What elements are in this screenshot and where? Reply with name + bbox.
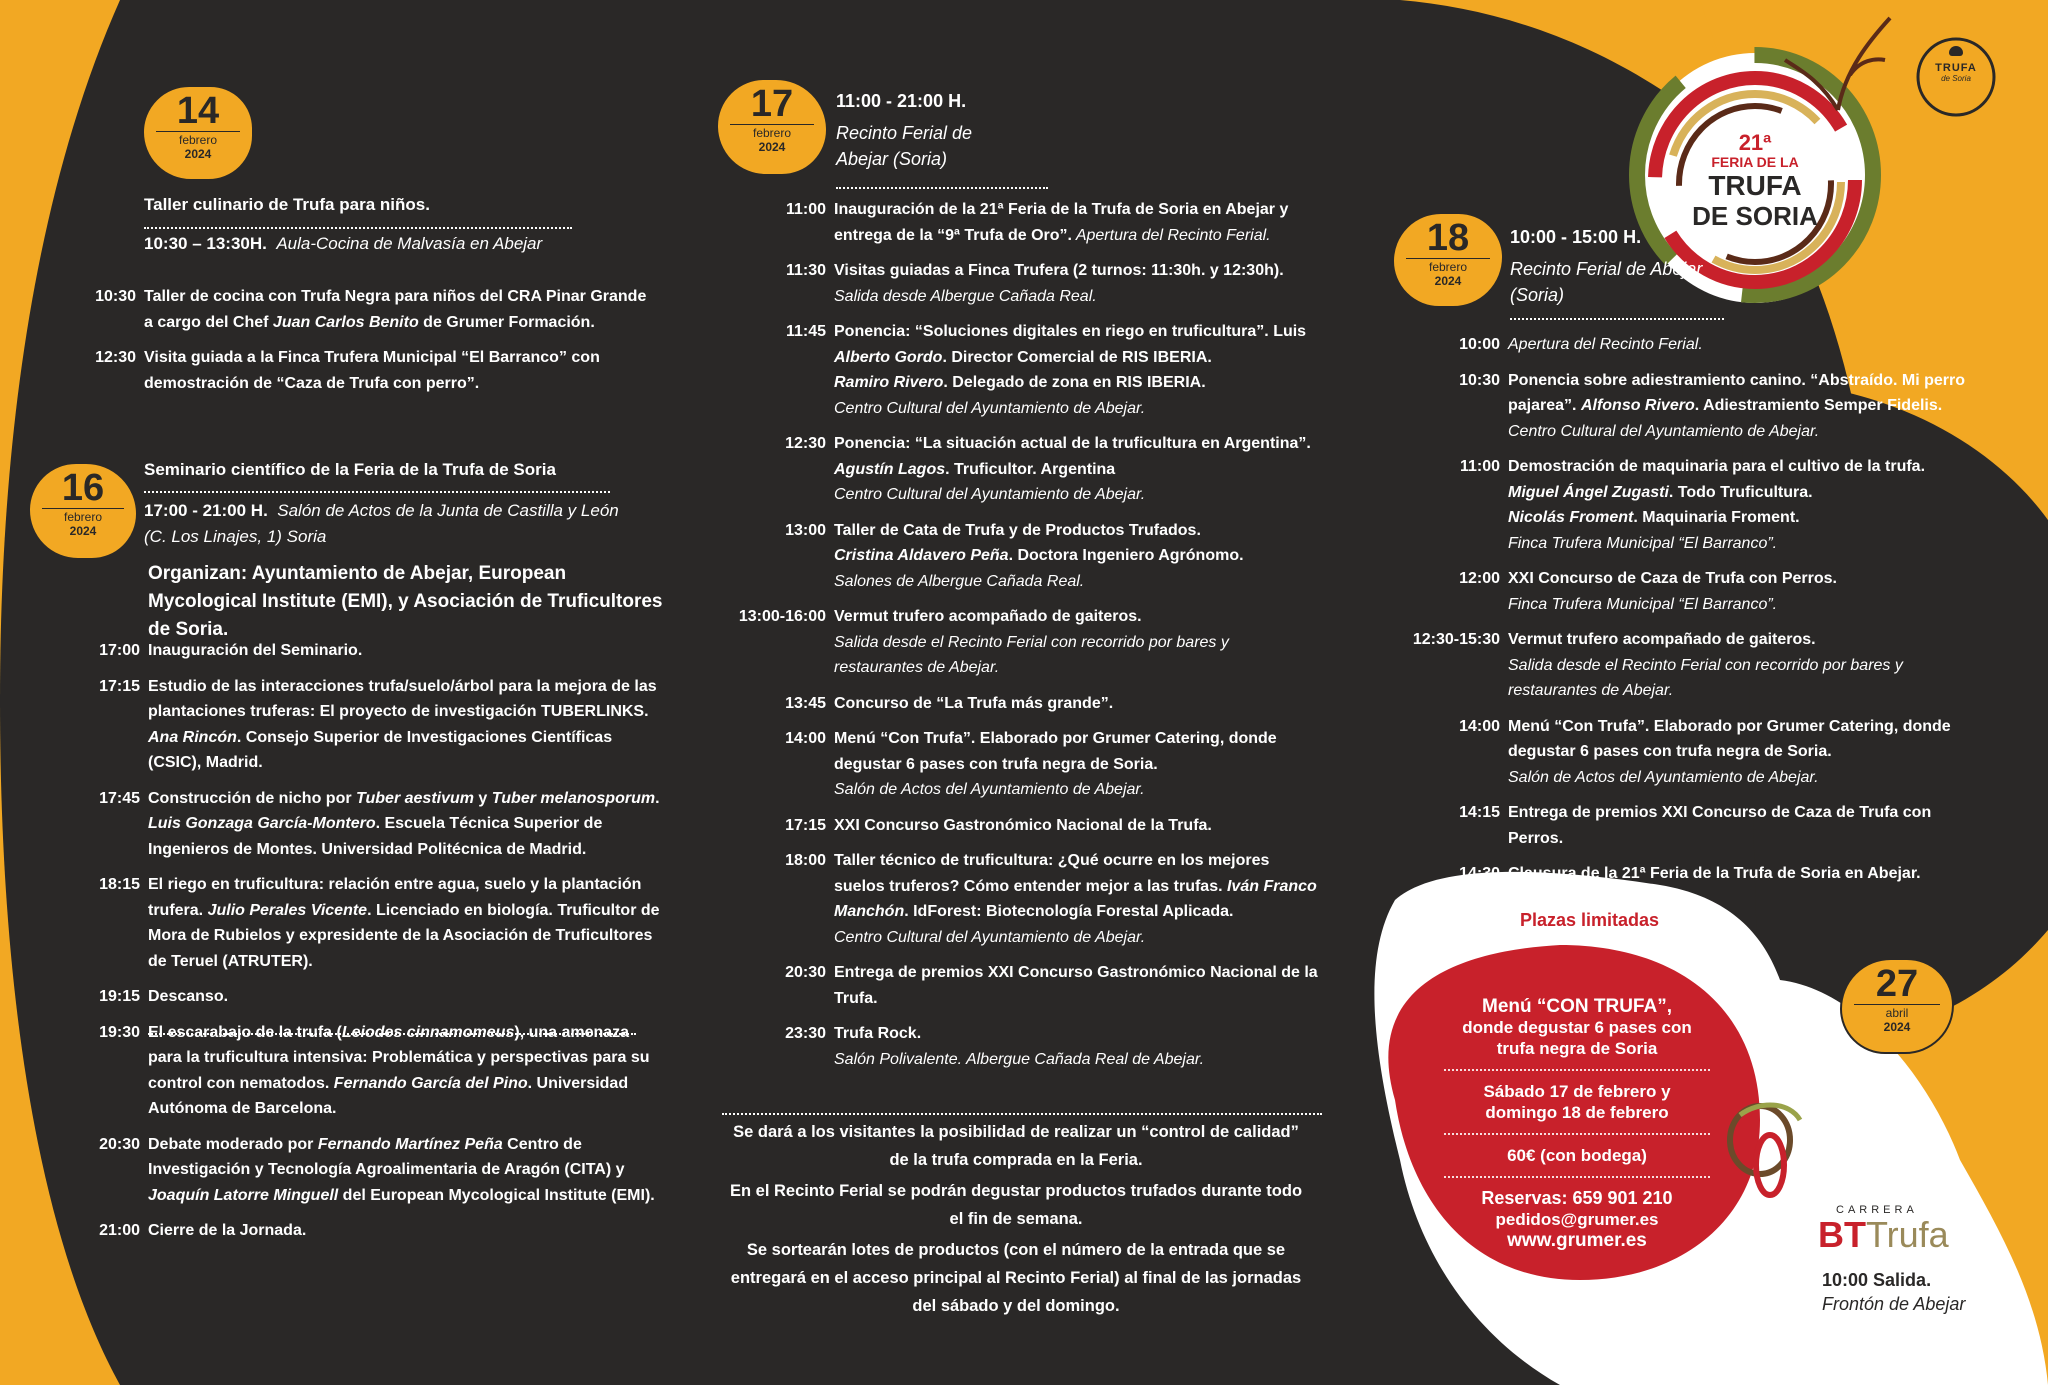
divider	[1444, 1069, 1710, 1071]
item-time: 14:00	[785, 730, 826, 747]
divider	[148, 1033, 636, 1035]
date-badge-17	[716, 78, 828, 176]
item-text: Ponencia: “La situación actual de la truficultura en Argentina”. Agustín Lagos. Truficultor. Argentina Centro Cultural del Ayuntamiento de Abejar.	[834, 435, 1311, 503]
day14-schedule	[84, 284, 664, 406]
badge-month: febrero	[42, 508, 124, 524]
item-time: 12:30	[785, 435, 826, 452]
item-time: 11:30	[785, 262, 826, 279]
schedule-item	[84, 1218, 664, 1244]
divider	[1444, 1176, 1710, 1178]
item-text: Trufa Rock. Salón Polivalente. Albergue Cañada Real de Abejar.	[834, 1025, 1205, 1068]
item-time: 13:00	[785, 521, 826, 539]
seal-sub: de Soria	[1941, 74, 1971, 83]
schedule-item	[1398, 566, 1988, 617]
item-text: Visita guiada a la Finca Trufera Municipal “El Barranco” con demostración de “Caza de Trufa con perro”.	[144, 349, 600, 392]
schedule-item	[84, 674, 664, 776]
item-text: Debate moderado por Fernando Martínez Peña Centro de Investigación y Tecnología Agroalimentaria de Aragón (CITA) y Joaquín Latorre Minguell del European Mycological Institute (EMI).	[148, 1135, 655, 1204]
item-text: Visitas guiadas a Finca Trufera (2 turnos: 11:30h. y 12:30h). Salida desde Albergue Cañada Real.	[834, 262, 1284, 305]
day17-time: 11:00 - 21:00 H.	[836, 91, 967, 111]
schedule-item	[1398, 368, 1988, 445]
schedule-item	[1398, 800, 1988, 851]
item-text: Apertura del Recinto Ferial.	[1508, 336, 1703, 353]
item-text: Taller de cocina con Trufa Negra para niños del CRA Pinar Grande a cargo del Chef Juan Carlos Benito de Grumer Formación.	[144, 288, 647, 331]
note: Se dará a los visitantes la posibilidad de realizar un “control de calidad” de la trufa comprada en la Feria.	[733, 1123, 1299, 1169]
badge-day: 18	[1426, 217, 1470, 259]
item-time: 11:45	[785, 323, 826, 340]
menu-price: 60€ (con bodega)	[1507, 1146, 1647, 1165]
seal-logo	[1925, 62, 1987, 83]
item-time: 17:15	[785, 816, 826, 834]
schedule-item	[84, 872, 664, 974]
item-text: Descanso.	[148, 988, 229, 1005]
date-badge-18	[1392, 212, 1504, 308]
schedule-item	[722, 319, 1322, 421]
schedule-item	[722, 691, 1322, 717]
item-time: 14:15	[1459, 804, 1500, 821]
day14-venue	[144, 234, 542, 254]
menu-web[interactable]: www.grumer.es	[1507, 1230, 1647, 1251]
item-text: Estudio de las interacciones trufa/suelo/árbol para la mejora de las plantaciones truferas: El proyecto de investigación TUBERLINKS. Ana Rincón. Consejo Superior de Investigaciones Científicas (CSIC), Madrid.	[148, 677, 657, 771]
badge-day: 27	[1875, 963, 1919, 1005]
day16-time: 17:00 - 21:00 H.	[144, 501, 268, 520]
item-time: 10:00	[1459, 336, 1500, 353]
divider	[144, 491, 610, 493]
item-text: Taller técnico de truficultura: ¿Qué ocurre en los mejores suelos truferos? Cómo entender mejor a las trufas. Iván Franco Manchón. IdForest: Biotecnología Forestal Aplicada. Centro Cultural del Ayuntamiento de Abejar.	[834, 852, 1317, 946]
schedule-item	[84, 284, 664, 335]
day17-schedule	[722, 197, 1322, 1082]
day18-time: 10:00 - 15:00 H.	[1510, 227, 1642, 247]
item-text: Construcción de nicho por Tuber aestivum y Tuber melanosporum. Luis Gonzaga García-Montero. Escuela Técnica Superior de Ingenieros de Montes. Universidad Politécnica de Madrid.	[148, 789, 660, 858]
race-place: Frontón de Abejar	[1822, 1294, 1966, 1314]
seal-word: TRUFA	[1935, 62, 1977, 74]
item-time: 19:15	[99, 988, 140, 1005]
item-time: 20:30	[785, 964, 826, 981]
item-time: 19:30	[99, 1023, 140, 1041]
schedule-item	[1398, 332, 1988, 358]
day17-place1: Recinto Ferial de	[836, 123, 973, 143]
schedule-item	[1398, 627, 1988, 704]
schedule-item	[722, 960, 1322, 1011]
item-text: Ponencia sobre adiestramiento canino. “Abstraído. Mi perro pajarea”. Alfonso Rivero. Adiestramiento Semper Fidelis. Centro Cultural del Ayuntamiento de Abejar.	[1508, 371, 1965, 440]
item-time: 10:30	[1459, 371, 1500, 389]
item-time: 17:45	[99, 789, 140, 807]
item-time: 20:30	[99, 1135, 140, 1153]
race-info	[1822, 1268, 1965, 1316]
item-text: Concurso de “La Trufa más grande”.	[834, 694, 1114, 712]
schedule-item	[1398, 714, 1988, 791]
item-time: 13:00-16:00	[738, 608, 826, 625]
badge-month: febrero	[1406, 258, 1490, 274]
logo-feria: FERIA DE LA	[1711, 154, 1799, 170]
item-text: Menú “Con Trufa”. Elaborado por Grumer Catering, donde degustar 6 pases con trufa negra de Soria. Salón de Actos del Ayuntamiento de Abejar.	[1508, 717, 1951, 786]
date-badge-27	[1840, 958, 1954, 1054]
item-text: Ponencia: “Soluciones digitales en riego en truficultura”. Luis Alberto Gordo. Director Comercial de RIS IBERIA. Ramiro Rivero. Delegado de zona en RIS IBERIA. Centro Cultural del Ayuntamiento de Abejar.	[834, 323, 1307, 417]
badge-day: 14	[176, 90, 220, 132]
item-time: 14:30	[1459, 865, 1500, 882]
race-carrera: CARRERA	[1836, 1204, 1918, 1216]
day16-place: Salón de Actos de la Junta de Castilla y León	[277, 501, 619, 520]
item-text: El escarabajo de la trufa (Leiodes cinnamomeus), una amenaza para la truficultura intensiva: Problemática y perspectivas para su control con nematodos. Fernando García del Pino. Universidad Autónoma de Barcelona.	[148, 1023, 650, 1117]
item-text: Vermut trufero acompañado de gaiteros. Salida desde el Recinto Ferial con recorrido por bares y restaurantes de Abejar.	[1508, 631, 1903, 699]
schedule-item	[722, 197, 1322, 248]
day18-place1: Recinto Ferial de Abejar	[1510, 259, 1703, 279]
day18-header	[1510, 224, 1702, 308]
menu-dates: Sábado 17 de febrero y	[1483, 1082, 1671, 1101]
item-time: 18:15	[99, 876, 140, 893]
badge-day: 16	[61, 467, 105, 509]
schedule-item	[722, 431, 1322, 508]
logo-trufa: TRUFA	[1708, 170, 1802, 201]
seal-icon	[1949, 46, 1963, 56]
race-trufa: Trufa	[1866, 1214, 1949, 1255]
schedule-item	[1398, 861, 1988, 887]
item-text: El riego en truficultura: relación entre agua, suelo y la plantación trufera. Julio Perales Vicente. Licenciado en biología. Truficultor de Mora de Rubielos y expresidente de la Asociación de Truficultores de Teruel (ATRUTER).	[148, 876, 660, 970]
item-text: Entrega de premios XXI Concurso de Caza de Trufa con Perros.	[1508, 804, 1932, 847]
schedule-item	[722, 1021, 1322, 1072]
item-time: 12:30	[95, 349, 136, 366]
race-salida: 10:00 Salida.	[1822, 1270, 1932, 1290]
item-text: Vermut trufero acompañado de gaiteros. Salida desde el Recinto Ferial con recorrido por bares y restaurantes de Abejar.	[834, 608, 1229, 676]
schedule-item	[84, 345, 664, 396]
item-text: XXI Concurso Gastronómico Nacional de la Trufa.	[834, 816, 1212, 834]
badge-year: 2024	[758, 140, 786, 154]
race-logo	[1818, 1204, 1949, 1254]
menu-promo	[1432, 996, 1722, 1251]
day14-place: Aula-Cocina de Malvasía en Abejar	[276, 234, 543, 253]
badge-year: 2024	[1434, 274, 1462, 288]
note: En el Recinto Ferial se podrán degustar productos trufados durante todo el fin de semana.	[729, 1182, 1303, 1228]
schedule-item	[84, 1132, 664, 1209]
day16-organizers: Organizan: Ayuntamiento de Abejar, European Mycological Institute (EMI), y Asociación de Truficultores de Soria.	[148, 563, 663, 640]
menu-email[interactable]: pedidos@grumer.es	[1495, 1210, 1659, 1229]
badge-day: 17	[750, 83, 794, 125]
day16-place2: (C. Los Linajes, 1) Soria	[144, 527, 327, 546]
menu-title: Menú “CON TRUFA”,	[1482, 996, 1672, 1017]
item-time: 12:30-15:30	[1412, 631, 1500, 648]
badge-year: 2024	[184, 147, 212, 161]
item-text: XXI Concurso de Caza de Trufa con Perros. Finca Trufera Municipal “El Barranco”.	[1508, 570, 1837, 613]
item-text: Clausura de la 21ª Feria de la Trufa de Soria en Abejar.	[1508, 865, 1921, 882]
note: Se sortearán lotes de productos (con el número de la entrada que se entregará en el acceso principal al Recinto Ferial) al final de las jornadas del sábado y del domingo.	[730, 1241, 1302, 1315]
schedule-item	[84, 786, 664, 863]
plazas-limitadas: Plazas limitadas	[1520, 910, 1660, 930]
schedule-item	[1398, 454, 1988, 556]
schedule-item	[84, 638, 664, 664]
schedule-item	[722, 813, 1322, 839]
menu-dates: domingo 18 de febrero	[1485, 1103, 1669, 1122]
badge-month: abril	[1854, 1004, 1940, 1020]
item-text: Demostración de maquinaria para el cultivo de la trufa. Miguel Ángel Zugasti. Todo Truficultura. Nicolás Froment. Maquinaria Froment. Finca Trufera Municipal “El Barranco”.	[1508, 458, 1926, 552]
item-time: 21:00	[99, 1222, 140, 1239]
schedule-item	[722, 604, 1322, 681]
item-time: 14:00	[1459, 717, 1500, 735]
item-time: 17:15	[99, 677, 140, 695]
divider	[144, 227, 572, 229]
menu-line: trufa negra de Soria	[1496, 1039, 1658, 1058]
item-time: 12:00	[1459, 570, 1500, 587]
schedule-item	[722, 848, 1322, 950]
item-time: 10:30	[95, 288, 136, 305]
day16-venue	[144, 498, 619, 550]
item-text: Menú “Con Trufa”. Elaborado por Grumer Catering, donde degustar 6 pases con trufa negra de Soria. Salón de Actos del Ayuntamiento de Abejar.	[834, 730, 1277, 798]
divider	[1444, 1133, 1710, 1135]
date-badge-16	[28, 462, 138, 560]
day16-title: Seminario científico de la Feria de la Trufa de Soria	[144, 460, 556, 479]
badge-month: febrero	[156, 131, 240, 147]
schedule-item	[722, 258, 1322, 309]
day17-notes	[726, 1118, 1306, 1323]
race-bt: BT	[1818, 1214, 1866, 1255]
item-time: 23:30	[785, 1025, 826, 1042]
item-text: Inauguración de la 21ª Feria de la Trufa de Soria en Abejar y entrega de la “9ª Trufa de Oro”. Apertura del Recinto Ferial.	[834, 201, 1289, 244]
logo-edition: 21ª	[1738, 130, 1772, 155]
feria-logo	[1680, 132, 1830, 230]
day18-schedule	[1398, 332, 1988, 897]
schedule-item	[84, 984, 664, 1010]
item-time: 11:00	[785, 201, 826, 218]
day18-place2: (Soria)	[1510, 285, 1565, 305]
divider	[1510, 318, 1724, 320]
day14-time: 10:30 – 13:30H.	[144, 234, 267, 253]
day16-schedule	[84, 638, 664, 1254]
item-time: 17:00	[99, 642, 140, 659]
schedule-item	[722, 726, 1322, 803]
badge-month: febrero	[730, 124, 814, 140]
item-text: Taller de Cata de Trufa y de Productos Trufados. Cristina Aldavero Peña. Doctora Ingeniero Agrónomo. Salones de Albergue Cañada Real.	[834, 521, 1244, 590]
date-badge-14	[142, 85, 254, 181]
item-time: 13:45	[785, 694, 826, 712]
item-time: 18:00	[785, 852, 826, 869]
schedule-item	[722, 518, 1322, 595]
item-time: 11:00	[1459, 458, 1500, 475]
day17-place2: Abejar (Soria)	[836, 149, 948, 169]
day17-header	[836, 88, 972, 172]
menu-line: donde degustar 6 pases con	[1462, 1018, 1692, 1037]
item-text: Cierre de la Jornada.	[148, 1222, 307, 1239]
divider	[836, 187, 1048, 189]
badge-year: 2024	[69, 524, 97, 538]
day14-title: Taller culinario de Trufa para niños.	[144, 195, 430, 214]
divider	[722, 1113, 1322, 1115]
logo-soria: DE SORIA	[1692, 201, 1818, 231]
badge-year: 2024	[1883, 1020, 1911, 1034]
item-text: Entrega de premios XXI Concurso Gastronómico Nacional de la Trufa.	[834, 964, 1318, 1007]
menu-phone: Reservas: 659 901 210	[1481, 1188, 1673, 1208]
item-text: Inauguración del Seminario.	[148, 642, 363, 659]
